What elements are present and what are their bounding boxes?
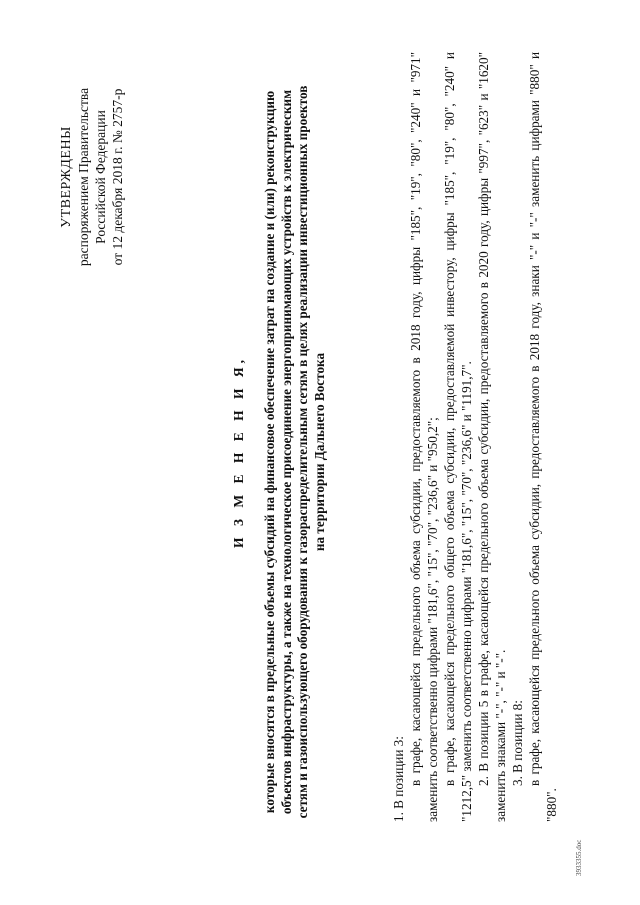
approval-line-2: Российской Федерации	[93, 110, 108, 244]
item-3-paragraph: в графе, касающейся предельного объема субсидии, предоставляемого в 2018 году, знаки "-" и "-" заменить цифрами "880" и "880".	[527, 52, 559, 822]
item-3-heading: 3. В позиции 8:	[510, 700, 525, 786]
item-1-heading: 1. В позиции 3:	[391, 736, 406, 822]
item-2-paragraph: 2. В позиции 5 в графе, касающейся предельного объема субсидии, предоставляемого в 2020 году, цифры "997", "623" и "1620" заменить знаками "-", "-" и "-".	[476, 52, 508, 822]
document-body	[390, 52, 560, 822]
item-1-paragraph-1: в графе, касающейся предельного объема субсидии, предоставляемого в 2018 году, цифры "185", "19", "80", "240" и "971" заменить соответственно цифрами "181,6", "15", "70", "236,6" и "950,2";	[408, 52, 440, 822]
rotated-page	[30, 22, 610, 882]
title-block	[230, 82, 328, 822]
item-1-paragraph-2: в графе, касающейся предельного общего объема субсидии, предоставляемой инвестору, цифры "185", "19", "80", "240" и "1212,5" заменить соответственно цифрами "181,6", "15", "70", "236,6" и "1191,7".	[442, 52, 474, 822]
approval-block	[58, 47, 126, 307]
approval-line-3: от 12 декабря 2018 г. № 2757-р	[110, 88, 125, 266]
document-subtitle: которые вносятся в предельные объемы субсидий на финансовое обеспечение затрат на создание и (или) реконструкцию объектов инфраструктуры, а также на технологическое присоединение энергопринимающих устройств к электрическим сетям и газоиспользующего оборудования к газораспределительным сетям в целях реализации инвестиционных проектов на территории Дальнего Востока	[262, 85, 327, 819]
approval-heading: УТВЕРЖДЕНЫ	[59, 126, 74, 228]
file-code: 3933355.doc	[575, 839, 583, 876]
approval-line-1: распоряжением Правительства	[76, 87, 91, 267]
document-title: И З М Е Н Е Н И Я,	[231, 356, 246, 549]
